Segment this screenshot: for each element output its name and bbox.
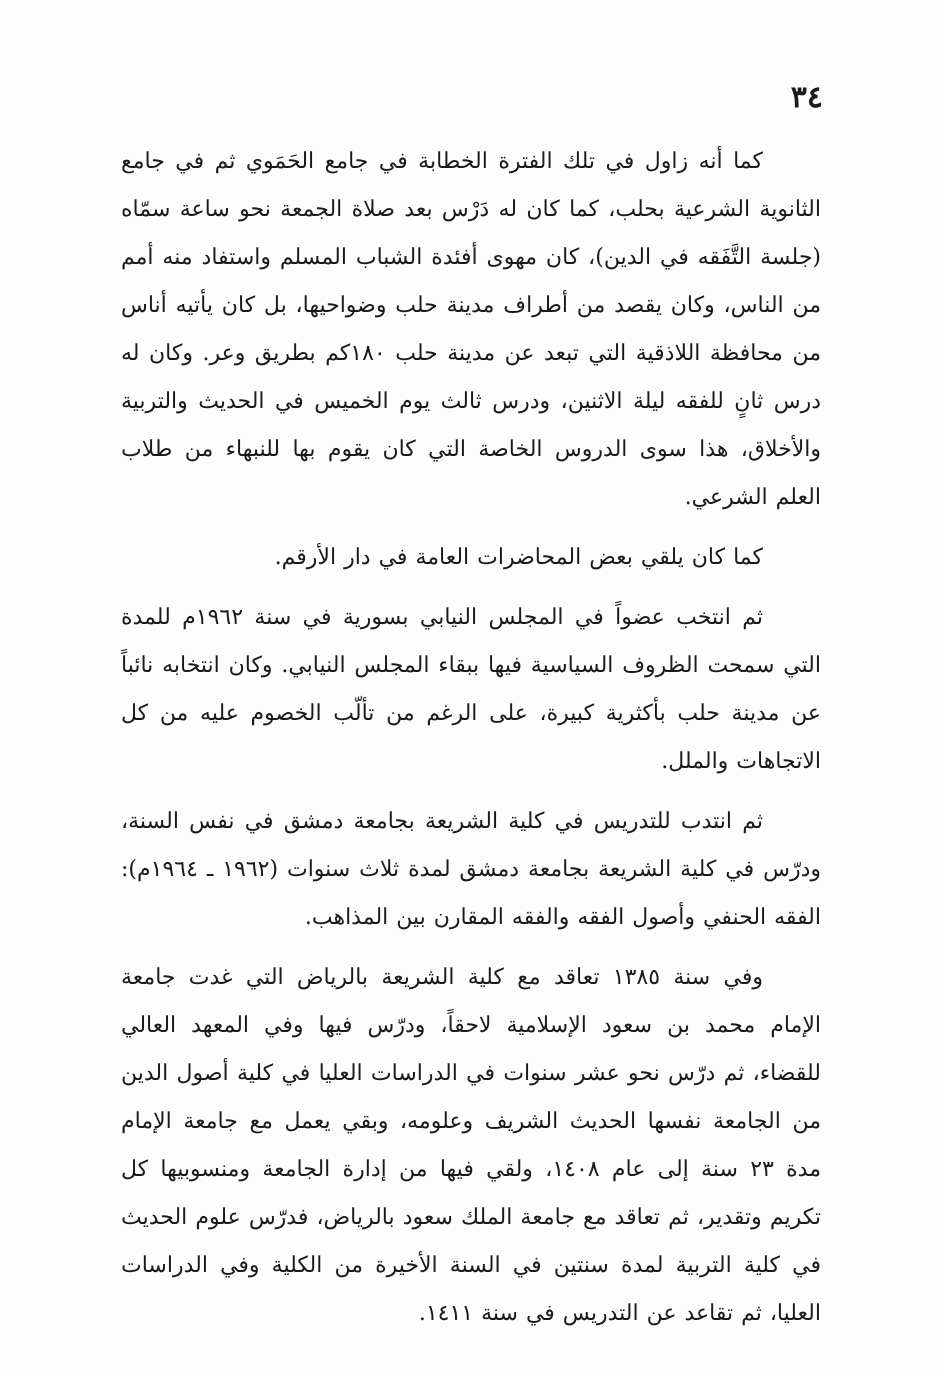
paragraph-3: ثم انتخب عضواً في المجلس النيابي بسورية في سنة ١٩٦٢م للمدة التي سمحت الظروف السياسية فيها ببقاء المجلس النيابي. وكان انتخابه نائباً عن مدينة حلب بأكثرية كبيرة، على الرغم من تألّب الخصوم عليه من كل الاتجاهات والملل. xyxy=(121,605,821,774)
paragraph-5: وفي سنة ١٣٨٥ تعاقد مع كلية الشريعة بالرياض التي غدت جامعة الإمام محمد بن سعود الإسلامية لاحقاً، ودرّس فيها وفي المعهد العالي للقضاء، ثم درّس نحو عشر سنوات في الدراسات العليا في كلية أصول الدين من الجامعة نفسها الحديث الشريف وعلومه، وبقي يعمل مع جامعة الإمام مدة ٢٣ سنة إلى عام ١٤٠٨، ولقي فيها من إدارة الجامعة ومنسوبيها كل تكريم وتقدير، ثم تعاقد مع جامعة الملك سعود بالرياض، فدرّس علوم الحديث في كلية التربية لمدة سنتين في السنة الأخيرة من الكلية وفي الدراسات العليا، ثم تقاعد عن التدريس في سنة ١٤١١. xyxy=(121,965,821,1326)
paragraph-4: ثم انتدب للتدريس في كلية الشريعة بجامعة دمشق في نفس السنة، ودرّس في كلية الشريعة بجامعة دمشق لمدة ثلاث سنوات (١٩٦٢ ـ ١٩٦٤م): الفقه الحنفي وأصول الفقه والفقه المقارن بين المذاهب. xyxy=(121,809,821,930)
paragraph-1: كما أنه زاول في تلك الفترة الخطابة في جامع الحَمَوي ثم في جامع الثانوية الشرعية بحلب، كما كان له دَرْس بعد صلاة الجمعة نحو ساعة سمّاه (جلسة التَّفَقه في الدين)، كان مهوى أفئدة الشباب المسلم واستفاد منه أمم من الناس، وكان يقصد من أطراف مدينة حلب وضواحيها، بل كان يأتيه أناس من محافظة اللاذقية التي تبعد عن مدينة حلب ١٨٠كم بطريق وعر. وكان له درس ثانٍ للفقه ليلة الاثنين، ودرس ثالث يوم الخميس في الحديث والتربية والأخلاق، هذا سوى الدروس الخاصة التي كان يقوم بها للنبهاء من طلاب العلم الشرعي. xyxy=(121,149,821,510)
page-number: ٣٤ xyxy=(790,80,823,115)
paragraph-2: كما كان يلقي بعض المحاضرات العامة في دار الأرقم. xyxy=(274,545,763,570)
body-text xyxy=(121,138,821,1338)
